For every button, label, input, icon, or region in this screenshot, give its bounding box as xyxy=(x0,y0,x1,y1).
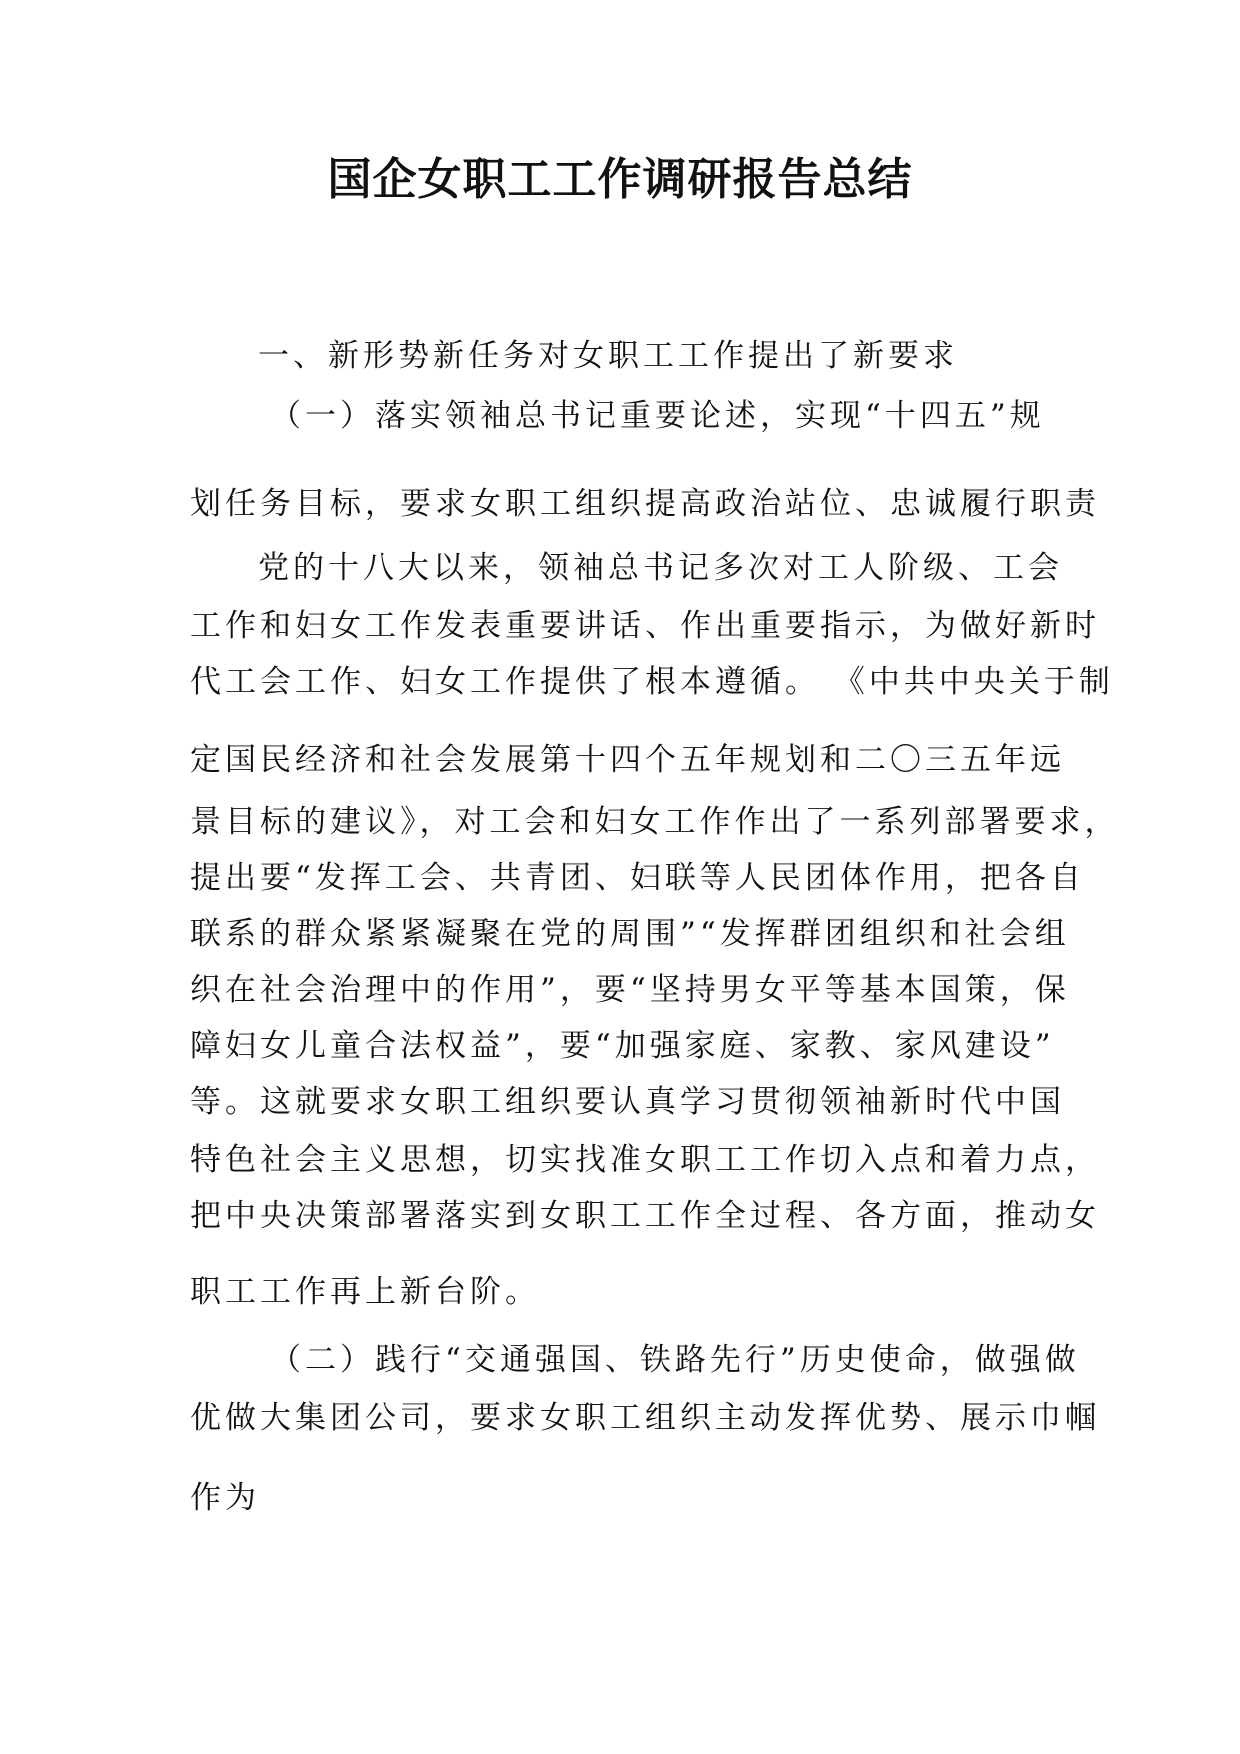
paragraph-line: 定国民经济和社会发展第十四个五年规划和二〇三五年远 xyxy=(190,742,1065,778)
paragraph-line: 工作和妇女工作发表重要讲话、作出重要指示，为做好新时 xyxy=(190,608,1100,644)
paragraph-line: 障妇女儿童合法权益”，要“加强家庭、家教、家风建设” xyxy=(190,1028,1055,1064)
paragraph-line: 织在社会治理中的作用”，要“坚持男女平等基本国策，保 xyxy=(190,972,1070,1008)
paragraph-line: 提出要“发挥工会、共青团、妇联等人民团体作用，把各自 xyxy=(190,860,1085,896)
paragraph-line: 划任务目标，要求女职工组织提高政治站位、忠诚履行职责 xyxy=(190,486,1100,522)
subsection-heading-2: （二）践行“交通强国、铁路先行”历史使命，做强做 xyxy=(270,1342,1080,1378)
paragraph-line: 等。这就要求女职工组织要认真学习贯彻领袖新时代中国 xyxy=(190,1084,1065,1120)
paragraph-line: 党的十八大以来，领袖总书记多次对工人阶级、工会 xyxy=(258,550,1063,586)
subsection-heading-1: （一）落实领袖总书记重要论述，实现“十四五”规 xyxy=(270,398,1045,434)
paragraph-line: 联系的群众紧紧凝聚在党的周围”“发挥群团组织和社会组 xyxy=(190,916,1070,952)
paragraph-line: 特色社会主义思想，切实找准女职工工作切入点和着力点， xyxy=(190,1142,1100,1178)
paragraph-line: 代工会工作、妇女工作提供了根本遵循。 《中共中央关于制 xyxy=(190,664,1114,700)
paragraph-line: 景目标的建议》，对工会和妇女工作作出了一系列部署要求， xyxy=(190,804,1120,840)
paragraph-line: 把中央决策部署落实到女职工工作全过程、各方面，推动女 xyxy=(190,1198,1100,1234)
paragraph-line: 优做大集团公司，要求女职工组织主动发挥优势、展示巾帼 xyxy=(190,1400,1100,1436)
paragraph-line: 作为 xyxy=(190,1480,260,1516)
document-title: 国企女职工工作调研报告总结 xyxy=(327,154,913,205)
section-heading-1: 一、新形势新任务对女职工工作提出了新要求 xyxy=(258,338,958,374)
paragraph-line: 职工工作再上新台阶。 xyxy=(190,1274,540,1310)
